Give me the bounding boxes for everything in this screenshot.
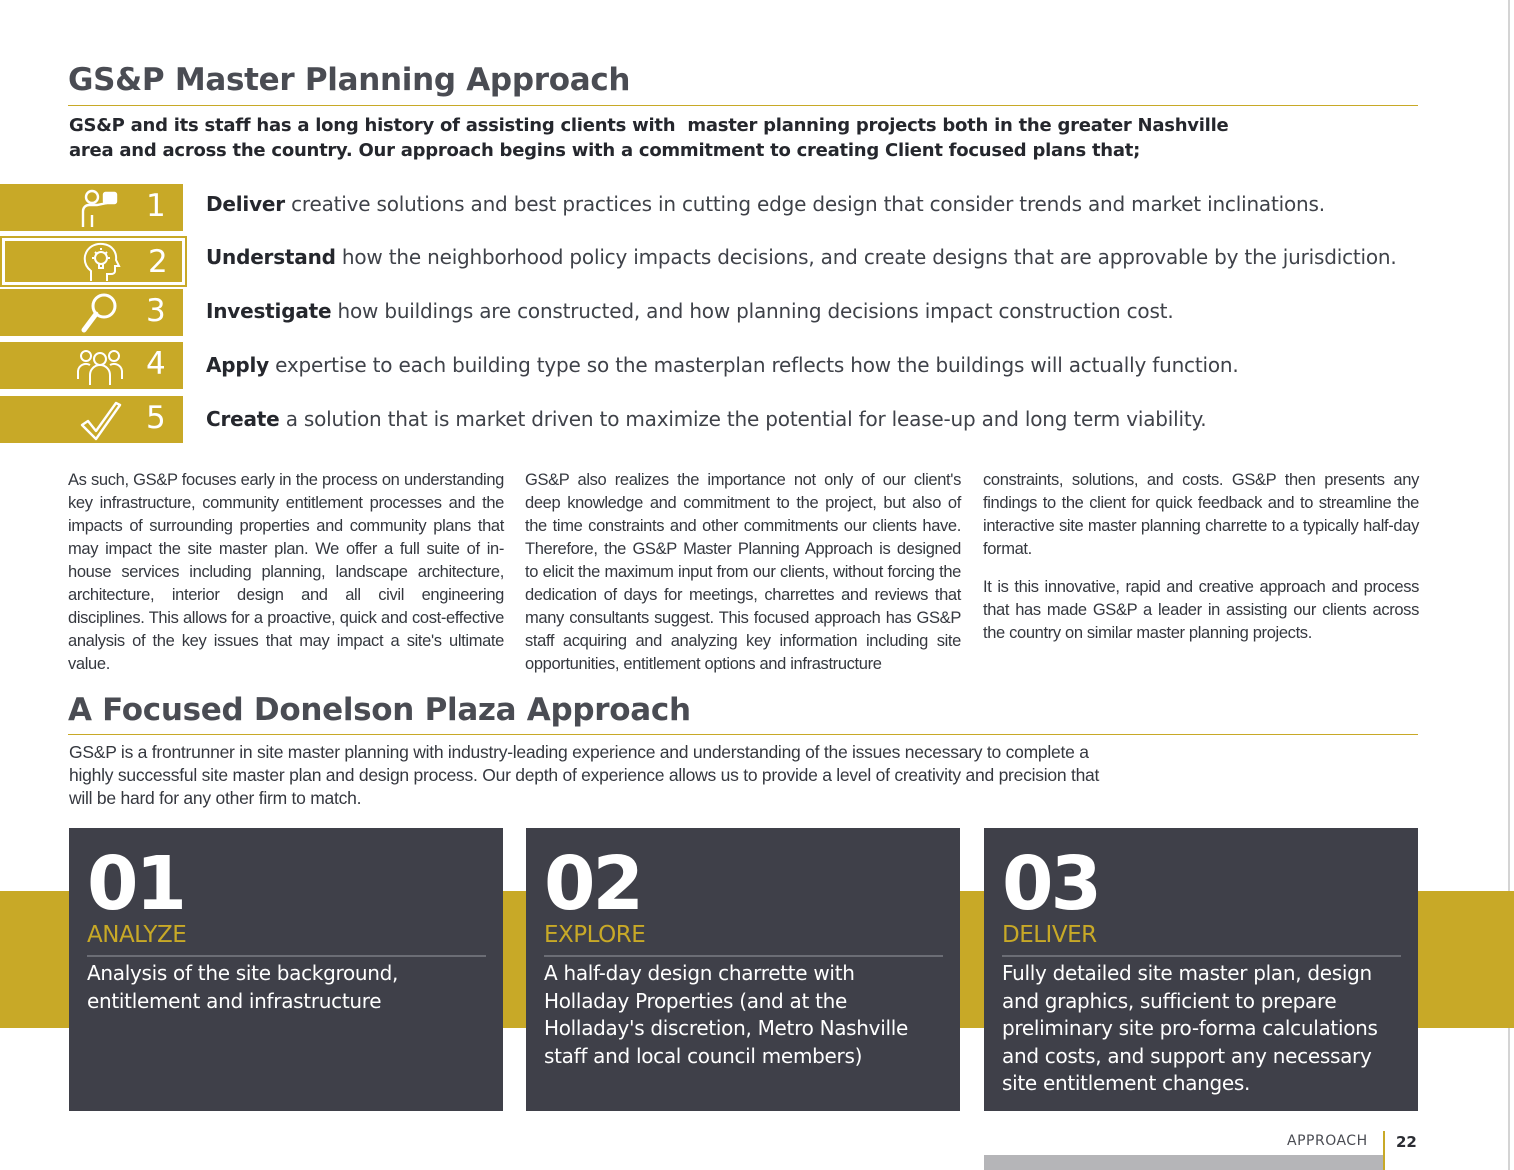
- card-body: Fully detailed site master plan, design and graphics, sufficient to prepare preliminary site pro-forma calculations and costs, and support any necessary site entitlement changes.: [1002, 961, 1378, 1095]
- card-number: 01: [87, 841, 184, 927]
- item-description: how the neighborhood policy impacts decisions, and create designs that are approvable by the jurisdiction.: [335, 245, 1397, 269]
- item-number: 4: [146, 346, 166, 382]
- item-tab-3: [0, 289, 183, 336]
- card-divider: [544, 955, 943, 957]
- card-divider: [1002, 955, 1401, 957]
- item-text-4: [206, 353, 1239, 377]
- item-text-1: [206, 192, 1325, 216]
- item-keyword: Understand: [206, 245, 336, 269]
- section-intro: GS&P is a frontrunner in site master planning with industry-leading experience and understanding of the issues necessary to complete a highly successful site master plan and design process. Our depth of experience allows us to provide a level of creativity and precision that will be hard for any other firm to match.: [69, 742, 1100, 808]
- item-tab-5: [0, 396, 183, 443]
- card-body: A half-day design charrette with Holladay Properties (and at the Holladay's discretion, Metro Nashville staff and local council members): [544, 961, 908, 1068]
- section-intro: [69, 113, 1229, 163]
- footer-bar: [984, 1155, 1383, 1170]
- body-column-1: [68, 469, 504, 676]
- column-paragraph: GS&P also realizes the importance not only of our client's deep knowledge and commitment to the project, but also of the time constraints and other commitments our clients have. Therefore, the GS&P Master Planning Approach is designed to elicit the maximum input from our clients, without forcing the dedication of days for meetings, charrettes and reviews that many consultants suggest. This focused approach has GS&P staff acquiring and analyzing key information including site opportunities, entitlement options and infrastructure: [525, 471, 961, 673]
- item-number: 5: [146, 400, 166, 436]
- section-title-master-planning: GS&P Master Planning Approach: [68, 62, 631, 98]
- card-title: DELIVER: [1002, 922, 1097, 948]
- item-description: creative solutions and best practices in cutting edge design that consider trends and market inclinations.: [284, 192, 1325, 216]
- body-column-3: [983, 469, 1419, 645]
- card-title: ANALYZE: [87, 922, 187, 948]
- magnifier-icon: [78, 292, 122, 334]
- item-tab-1: [0, 184, 183, 231]
- footer-section-label: APPROACH: [1287, 1133, 1368, 1149]
- item-number: 2: [148, 244, 168, 280]
- item-description: expertise to each building type so the masterplan reflects how the buildings will actually function.: [269, 353, 1239, 377]
- item-text-5: [206, 407, 1206, 431]
- body-column-2: [525, 469, 961, 676]
- step-card-explore: [526, 828, 960, 1111]
- item-keyword: Create: [206, 407, 280, 431]
- step-card-analyze: [69, 828, 503, 1111]
- item-description: how buildings are constructed, and how planning decisions impact construction cost.: [331, 299, 1174, 323]
- title-underline: [68, 734, 1418, 735]
- item-keyword: Deliver: [206, 192, 285, 216]
- checkmark-icon: [78, 399, 122, 441]
- item-tab-2: [2, 238, 185, 285]
- item-text-2: [206, 245, 1397, 269]
- card-number: 02: [544, 841, 641, 927]
- column-paragraph: As such, GS&P focuses early in the process on understanding key infrastructure, community entitlement processes and the impacts of surrounding properties and community plans that may impact the site master plan. We offer a full suite of in-house services including planning, landscape architecture, architecture, interior design and all civil engineering disciplines. This allows for a proactive, quick and cost-effective analysis of the key issues that may impact a site's ultimate value.: [68, 471, 504, 673]
- card-divider: [87, 955, 486, 957]
- person-presenting-icon: [78, 187, 122, 229]
- item-tab-4: [0, 342, 183, 389]
- page-number: 22: [1396, 1133, 1417, 1151]
- section-title-donelson: A Focused Donelson Plaza Approach: [68, 692, 691, 728]
- item-description: a solution that is market driven to maximize the potential for lease-up and long term viability.: [279, 407, 1207, 431]
- people-group-icon: [76, 345, 124, 387]
- item-number: 1: [146, 188, 166, 224]
- column-paragraph: constraints, solutions, and costs. GS&P then presents any findings to the client for quick feedback and to streamline the interactive site master planning charrette to a typically half-day format.: [983, 471, 1419, 558]
- lightbulb-head-icon: [81, 241, 125, 283]
- intro-line-2: area and across the country. Our approach begins with a commitment to creating Client focused plans that;: [69, 140, 1141, 161]
- item-keyword: Investigate: [206, 299, 332, 323]
- step-card-deliver: [984, 828, 1418, 1111]
- column-paragraph: It is this innovative, rapid and creative approach and process that has made GS&P a leader in assisting our clients across the country on similar master planning projects.: [983, 578, 1419, 642]
- card-body: Analysis of the site background, entitlement and infrastructure: [87, 961, 399, 1013]
- card-title: EXPLORE: [544, 922, 646, 948]
- card-number: 03: [1002, 841, 1099, 927]
- item-text-3: [206, 299, 1173, 323]
- footer-separator: [1383, 1131, 1385, 1170]
- item-keyword: Apply: [206, 353, 270, 377]
- intro-line-1: GS&P and its staff has a long history of assisting clients with master planning projects both in the greater Nashville: [69, 115, 1229, 136]
- item-number: 3: [146, 293, 166, 329]
- title-underline: [68, 105, 1418, 106]
